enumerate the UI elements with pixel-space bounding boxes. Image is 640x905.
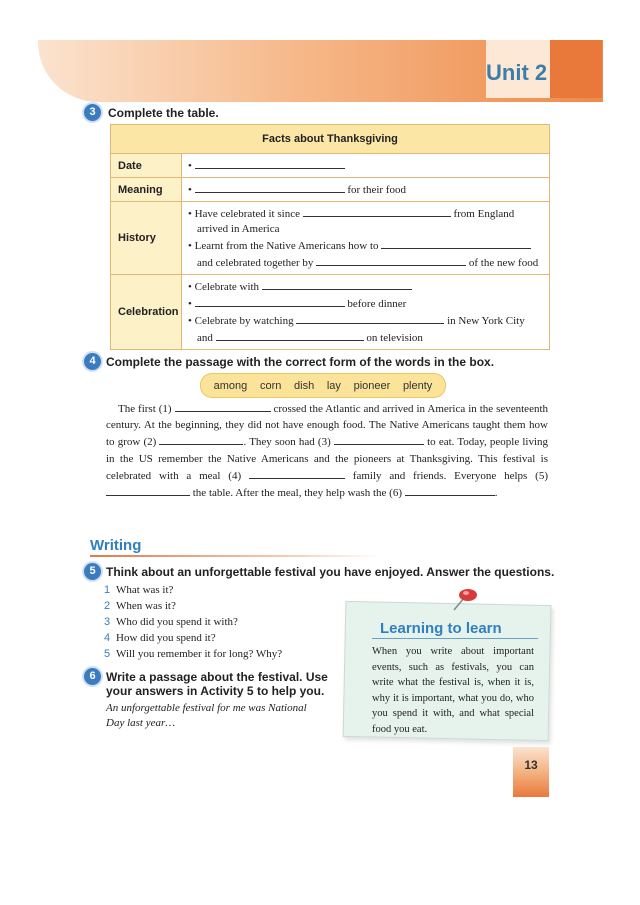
history-line1a: Have celebrated it since — [194, 208, 300, 220]
passage-blank-1[interactable] — [175, 400, 271, 412]
passage-text: family and friends. Everyone helps (5) — [352, 469, 548, 482]
history-line1b: from England — [453, 208, 515, 220]
question-item: 2 When was it? — [104, 600, 176, 612]
unit-stripe — [550, 40, 602, 98]
passage-text: . They soon had (3) — [243, 436, 331, 449]
writing-heading: Writing — [90, 537, 142, 554]
activity-3-instruction: Complete the table. — [108, 106, 219, 120]
history-line4a: and celebrated together by — [197, 257, 314, 269]
row-label-celebration: Celebration — [111, 275, 182, 350]
activity-3-number: 3 — [84, 104, 101, 121]
pushpin-icon — [446, 586, 480, 614]
celebration-line2: before dinner — [347, 298, 407, 310]
date-cell: • — [182, 154, 550, 178]
meaning-cell: • for their food — [182, 178, 550, 202]
word-item: plenty — [402, 379, 433, 392]
celebration-blank-3[interactable] — [296, 312, 444, 324]
passage-text: crossed the Atlantic and arrived in America in the seventeenth century. At the beginning, they did not have enough food. The Native Americans taught them how to grow (2) — [106, 403, 549, 449]
activity-6-instruction-line: your answers in Activity 5 to help you. — [106, 684, 325, 698]
history-blank-1[interactable] — [303, 205, 451, 217]
activity-4-instruction: Complete the passage with the correct form of the words in the box. — [106, 355, 495, 369]
note-title: Learning to learn — [380, 620, 502, 637]
word-item: corn — [259, 379, 282, 392]
passage-text: to eat. Today, people living in the US remember the Native Americans and the pioneers at Thanksgiving. This festival is celebrated with a meal (4) — [106, 436, 549, 482]
passage-blank-4[interactable] — [249, 467, 345, 479]
celebration-line1: Celebrate with — [194, 281, 260, 293]
passage-text: (6) — [389, 487, 402, 500]
example-line: An unforgettable festival for me was National — [106, 702, 307, 714]
passage-blank-3[interactable] — [334, 433, 424, 445]
history-blank-2[interactable] — [381, 237, 531, 249]
passage-blank-2[interactable] — [159, 433, 243, 445]
celebration-line4a: and — [197, 332, 213, 344]
activity-6-instruction-line: Write a passage about the festival. Use — [106, 670, 328, 684]
passage-text: The first (1) — [118, 403, 172, 415]
celebration-blank-2[interactable] — [195, 295, 345, 307]
celebration-blank-1[interactable] — [262, 278, 412, 290]
word-item: among — [213, 379, 248, 392]
passage-blank-6[interactable] — [405, 484, 495, 496]
passage — [106, 400, 548, 501]
question-item: 3 Who did you spend it with? — [104, 616, 238, 628]
celebration-line3a: Celebrate by watching — [194, 315, 294, 327]
note-title-underline — [372, 638, 538, 639]
passage-text: . — [494, 487, 498, 500]
activity-4-number: 4 — [84, 353, 101, 370]
history-line3: Learnt from the Native Americans how to — [194, 240, 379, 252]
activity-5-number: 5 — [84, 563, 101, 580]
activity-6-number: 6 — [84, 668, 101, 685]
history-line2: arrived in America — [197, 223, 280, 235]
table-title: Facts about Thanksgiving — [111, 125, 550, 154]
activity-5-instruction: Think about an unforgettable festival you have enjoyed. Answer the questions. — [106, 565, 555, 579]
note-text: When you write about important events, such as festivals, you can write what the festival is, when it is, why it is important, what you do, who you spend it with, and what special food you eat. — [372, 646, 534, 735]
meaning-blank[interactable] — [195, 181, 345, 193]
activity-6-example — [106, 701, 307, 731]
question-item: 4 How did you spend it? — [104, 632, 216, 644]
question-item: 5 Will you remember it for long? Why? — [104, 648, 283, 660]
question-list — [104, 582, 282, 662]
word-box — [200, 373, 446, 398]
page-number: 13 — [513, 747, 549, 797]
word-item: pioneer — [353, 379, 391, 392]
example-line: Day last year… — [106, 717, 176, 729]
writing-underline — [90, 555, 380, 557]
question-item: 1 What was it? — [104, 584, 174, 596]
word-item: lay — [326, 379, 341, 392]
history-cell: • Have celebrated it since from England arrived in America • Learnt from the Native Americans how to and celebrated together by of the new food — [182, 202, 550, 275]
word-item: dish — [294, 379, 315, 392]
row-label-meaning: Meaning — [111, 178, 182, 202]
activity-6-instruction — [106, 670, 328, 698]
celebration-blank-4[interactable] — [216, 329, 364, 341]
passage-text: the table. After the meal, they help wash the — [192, 487, 387, 500]
passage-blank-5[interactable] — [106, 484, 190, 496]
unit-title: Unit 2 — [486, 60, 548, 85]
celebration-line3b: in New York City — [447, 315, 525, 327]
celebration-line4b: on television — [366, 332, 423, 344]
date-blank[interactable] — [195, 157, 345, 169]
row-label-date: Date — [111, 154, 182, 178]
facts-table — [110, 124, 550, 350]
row-label-history: History — [111, 202, 182, 275]
history-line4b: of the new food — [468, 257, 539, 269]
celebration-cell: • Celebrate with • before dinner • Celebrate by watching in New York City and on television — [182, 275, 550, 350]
meaning-tail: for their food — [347, 184, 407, 196]
history-blank-3[interactable] — [316, 254, 466, 266]
